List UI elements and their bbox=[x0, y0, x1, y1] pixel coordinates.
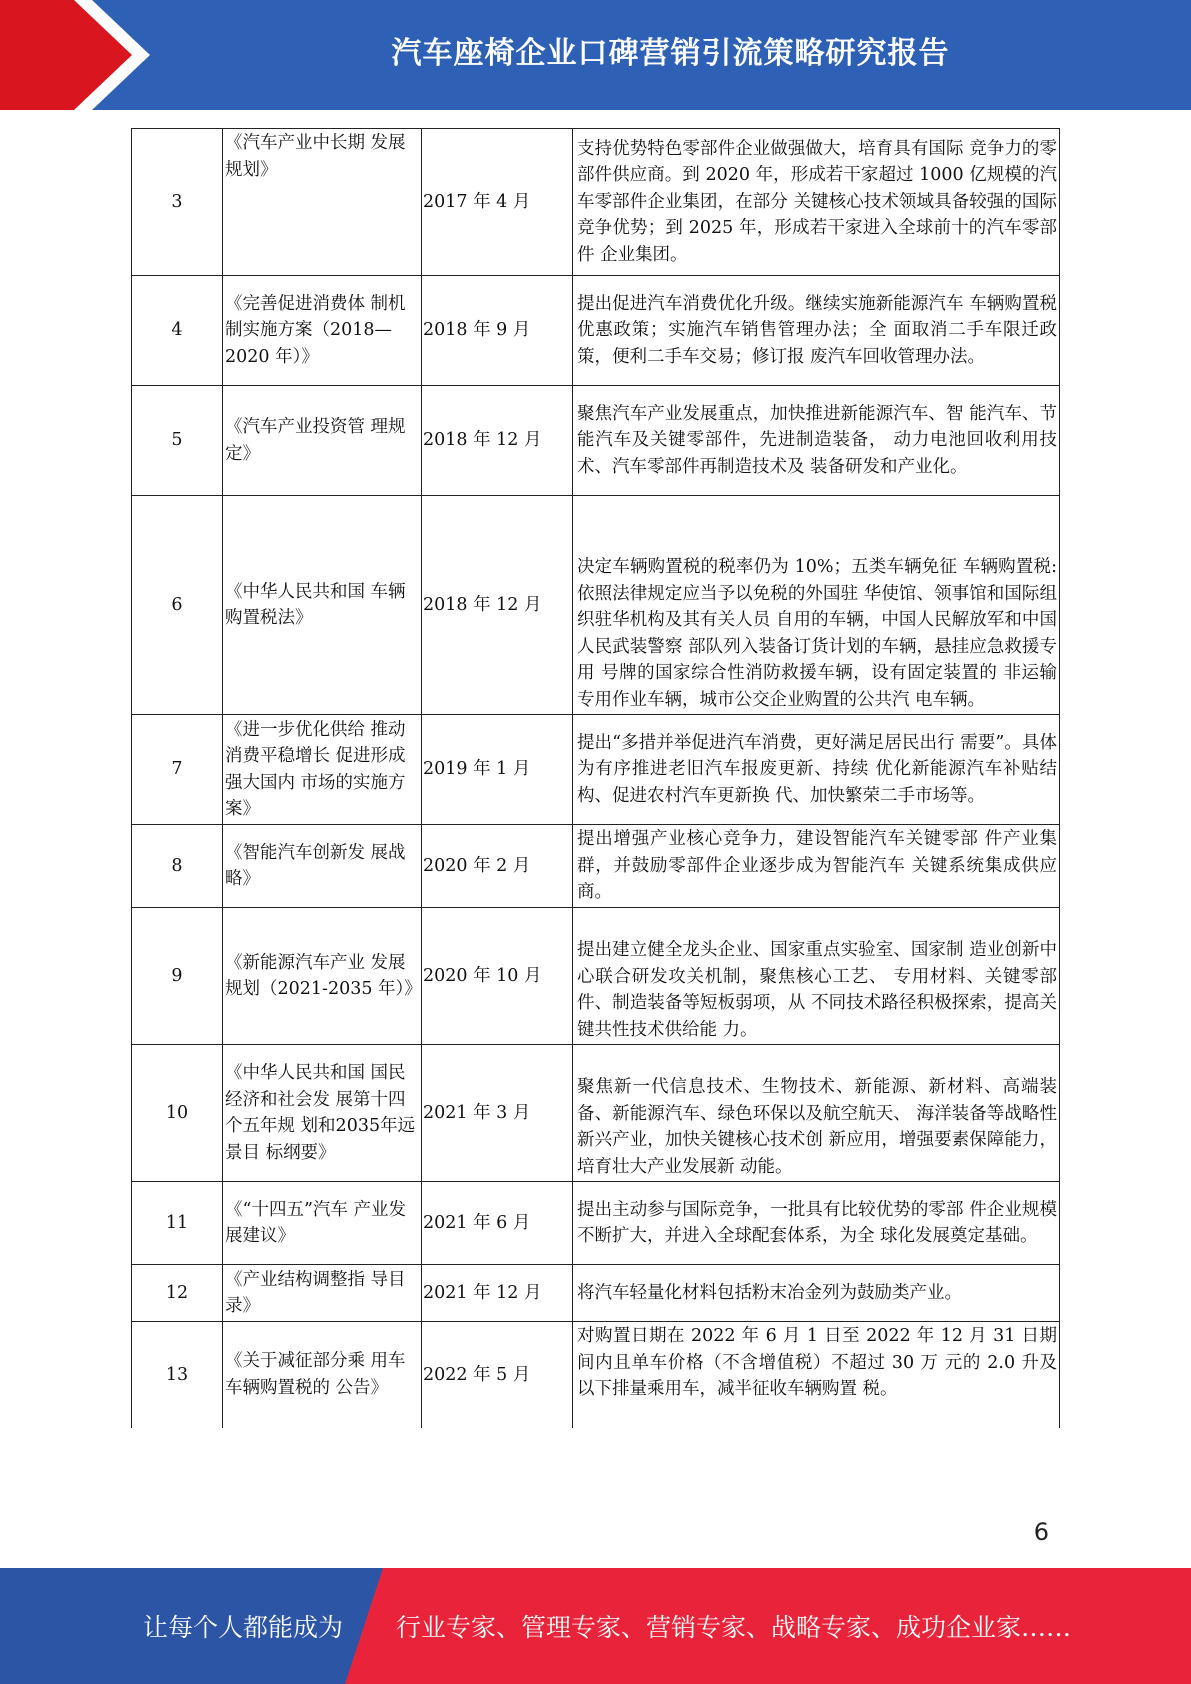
policy-name: 《中华人民共和国 车辆购置税法》 bbox=[223, 496, 422, 715]
page-number: 6 bbox=[1033, 1518, 1049, 1546]
policy-name: 《汽车产业中长期 发展规划》 bbox=[223, 129, 422, 276]
policy-date: 2020 年 2 月 bbox=[422, 825, 573, 908]
policy-content: 提出“多措并举促进汽车消费，更好满足居民出行 需要”。具体为有序推进老旧汽车报废更新、持续 优化新能源汽车补贴结构、促进农村汽车更新换 代、加快繁荣二手市场等。 bbox=[573, 715, 1060, 825]
row-number: 3 bbox=[132, 129, 223, 276]
policy-content: 将汽车轻量化材料包括粉末冶金列为鼓励类产业。 bbox=[573, 1265, 1060, 1322]
policy-name: 《汽车产业投资管 理规定》 bbox=[223, 386, 422, 496]
policy-name: 《关于减征部分乘 用车车辆购置税的 公告》 bbox=[223, 1322, 422, 1428]
row-number: 12 bbox=[132, 1265, 223, 1322]
policy-date: 2019 年 1 月 bbox=[422, 715, 573, 825]
policy-date: 2022 年 5 月 bbox=[422, 1322, 573, 1428]
policy-date: 2021 年 6 月 bbox=[422, 1182, 573, 1265]
row-number: 5 bbox=[132, 386, 223, 496]
policy-name: 《完善促进消费体 制机制实施方案（2018—2020 年）》 bbox=[223, 276, 422, 386]
table-row bbox=[132, 129, 1060, 276]
row-number: 9 bbox=[132, 908, 223, 1045]
table-row bbox=[132, 715, 1060, 825]
table-row bbox=[132, 496, 1060, 715]
policy-content: 提出增强产业核心竞争力，建设智能汽车关键零部 件产业集群，并鼓励零部件企业逐步成为智能汽车 关键系统集成供应商。 bbox=[573, 825, 1060, 908]
policy-table bbox=[131, 128, 1059, 1428]
policy-content: 决定车辆购置税的税率仍为 10%；五类车辆免征 车辆购置税:依照法律规定应当予以免税的外国驻 华使馆、领事馆和国际组织驻华机构及其有关人员 自用的车辆，中国人民解放军和中国人民武装警察 部队列入装备订货计划的车辆，悬挂应急救援专用 号牌的国家综合性消防救援车辆，设有固定装置的 非运输专用作业车辆，城市公交企业购置的公共汽 电车辆。 bbox=[573, 496, 1060, 715]
policy-date: 2020 年 10 月 bbox=[422, 908, 573, 1045]
report-title: 汽车座椅企业口碑营销引流策略研究报告 bbox=[391, 36, 950, 71]
table-row bbox=[132, 386, 1060, 496]
policy-content: 聚焦新一代信息技术、生物技术、新能源、新材料、高端装备、新能源汽车、绿色环保以及航空航天、 海洋装备等战略性新兴产业，加快关键核心技术创 新应用，增强要素保障能力，培育壮大产业发展新 动能。 bbox=[573, 1045, 1060, 1182]
table-row bbox=[132, 825, 1060, 908]
row-number: 13 bbox=[132, 1322, 223, 1428]
policy-content: 聚焦汽车产业发展重点，加快推进新能源汽车、智 能汽车、节能汽车及关键零部件，先进制造装备， 动力电池回收利用技术、汽车零部件再制造技术及 装备研发和产业化。 bbox=[573, 386, 1060, 496]
table-row bbox=[132, 1265, 1060, 1322]
policy-content: 支持优势特色零部件企业做强做大，培育具有国际 竞争力的零部件供应商。到 2020 年，形成若干家超过 1000 亿规模的汽车零部件企业集团，在部分 关键核心技术领域具备较强的国际竞争优势；到 2025 年，形成若干家进入全球前十的汽车零部件 企业集团。 bbox=[573, 129, 1060, 276]
page-header bbox=[0, 0, 1191, 110]
policy-date: 2018 年 12 月 bbox=[422, 386, 573, 496]
footer-slogan-left: 让每个人都能成为 bbox=[143, 1613, 344, 1642]
policy-name: 《产业结构调整指 导目录》 bbox=[223, 1265, 422, 1322]
footer-slogan-right: 行业专家、管理专家、营销专家、战略专家、成功企业家…… bbox=[396, 1613, 1072, 1642]
policy-date: 2021 年 3 月 bbox=[422, 1045, 573, 1182]
policy-content: 提出建立健全龙头企业、国家重点实验室、国家制 造业创新中心联合研发攻关机制，聚焦核心工艺、 专用材料、关键零部件、制造装备等短板弱项，从 不同技术路径积极探索，提高关键共性技术供给能 力。 bbox=[573, 908, 1060, 1045]
row-number: 7 bbox=[132, 715, 223, 825]
policy-content: 提出主动参与国际竞争，一批具有比较优势的零部 件企业规模不断扩大，并进入全球配套体系，为全 球化发展奠定基础。 bbox=[573, 1182, 1060, 1265]
table-row bbox=[132, 1182, 1060, 1265]
policy-name: 《进一步优化供给 推动消费平稳增长 促进形成强大国内 市场的实施方案》 bbox=[223, 715, 422, 825]
table-row bbox=[132, 1322, 1060, 1428]
policy-name: 《中华人民共和国 国民经济和社会发 展第十四个五年规 划和2035年远景目 标纲要》 bbox=[223, 1045, 422, 1182]
row-number: 4 bbox=[132, 276, 223, 386]
row-number: 6 bbox=[132, 496, 223, 715]
page-footer bbox=[0, 1568, 1191, 1684]
policy-name: 《“十四五”汽车 产业发展建议》 bbox=[223, 1182, 422, 1265]
policy-date: 2018 年 9 月 bbox=[422, 276, 573, 386]
row-number: 10 bbox=[132, 1045, 223, 1182]
policy-name: 《智能汽车创新发 展战略》 bbox=[223, 825, 422, 908]
policy-content: 提出促进汽车消费优化升级。继续实施新能源汽车 车辆购置税优惠政策；实施汽车销售管理办法；全 面取消二手车限迁政策，便利二手车交易；修订报 废汽车回收管理办法。 bbox=[573, 276, 1060, 386]
policy-date: 2021 年 12 月 bbox=[422, 1265, 573, 1322]
row-number: 8 bbox=[132, 825, 223, 908]
table-row bbox=[132, 908, 1060, 1045]
policy-date: 2017 年 4 月 bbox=[422, 129, 573, 276]
table-row bbox=[132, 276, 1060, 386]
red-chevron-decoration bbox=[0, 0, 160, 110]
policy-name: 《新能源汽车产业 发展规划（2021-2035 年）》 bbox=[223, 908, 422, 1045]
policy-content: 对购置日期在 2022 年 6 月 1 日至 2022 年 12 月 31 日期间内且单车价格（不含增值税）不超过 30 万 元的 2.0 升及以下排量乘用车，减半征收车辆购置 税。 bbox=[573, 1322, 1060, 1428]
table-row bbox=[132, 1045, 1060, 1182]
policy-date: 2018 年 12 月 bbox=[422, 496, 573, 715]
row-number: 11 bbox=[132, 1182, 223, 1265]
